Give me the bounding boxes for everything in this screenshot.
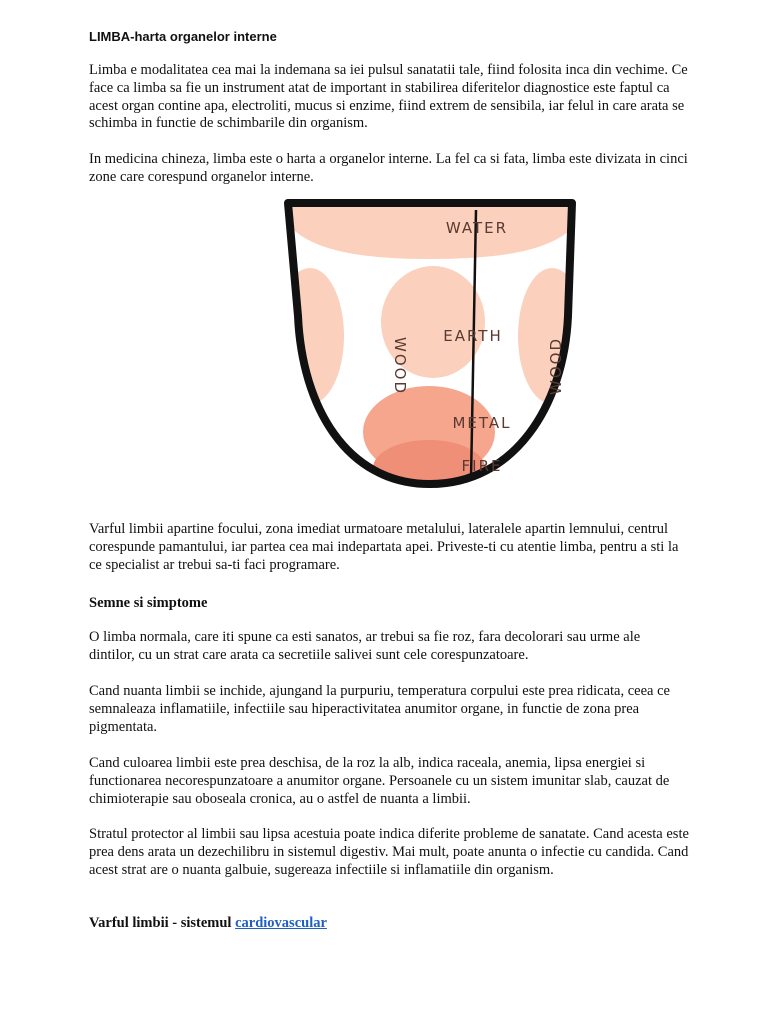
- section-heading: Semne si simptome: [89, 595, 208, 611]
- normal-tongue-paragraph: O limba normala, care iti spune ca esti sanatos, ar trebui sa fie roz, fara decolorari sau urme ale dintilor, cu un strat care arata ca secretiile salivei sunt cele corespunzatoare.: [89, 629, 641, 663]
- chinese-medicine-paragraph: In medicina chineza, limba este o harta a organelor interne. La fel ca si fata, limba este divizata in cinci zone care corespund organelor interne.: [89, 151, 688, 185]
- earth-label: EARTH: [443, 327, 503, 345]
- wood-left-label: WOOD: [391, 337, 409, 395]
- tongue-map-figure: [282, 196, 582, 495]
- water-label: WATER: [445, 219, 509, 237]
- fire-label: FIRE: [461, 457, 503, 475]
- coating-paragraph: Stratul protector al limbii sau lipsa acestuia poate indica diferite probleme de sanatate. Cand acesta este prea dens arata un dezechilibru in sistemul digestiv. Mai mult, poate anunta o infectie cu candida. Cand acest strat are o nuanta galbuie, sugereaza infectiile si inflamatiile din organism.: [89, 826, 689, 878]
- cardiovascular-link[interactable]: cardiovascular: [235, 915, 327, 931]
- intro-paragraph: Limba e modalitatea cea mai la indemana sa iei pulsul sanatatii tale, fiind folosita inca din vechime. Ce face ca limba sa fie un instrument atat de important in stabilirea diferitelor diagnostice este faptul ca acest organ contine apa, electroliti, mucus si enzime, fiind extrem de sensibila, iar felul in care arata se schimba in functie de schimbarile din organism.: [89, 62, 688, 132]
- tongue-map-diagram: [282, 196, 582, 490]
- dark-tongue-paragraph: Cand nuanta limbii se inchide, ajungand la purpuriu, temperatura corpului este prea ridicata, ceea ce semnaleaza inflamatiile, infectiile sau hiperactivitatea anumitor organe, in functie de zona prea pigmentata.: [89, 683, 670, 735]
- pale-tongue-paragraph: Cand culoarea limbii este prea deschisa, de la roz la alb, indica raceala, anemia, lipsa energiei si functionarea necorespunzatoare a anumitor organe. Persoanele cu un sistem imunitar slab, cauzat de chimioterapie sau oboseala cronica, au o astfel de nuanta a limbii.: [89, 755, 670, 807]
- metal-label: METAL: [452, 414, 512, 432]
- tip-heading-text: Varful limbii - sistemul: [89, 915, 236, 931]
- tip-heading: [89, 915, 327, 932]
- document-title: LIMBA-harta organelor interne: [89, 29, 277, 44]
- zones-description-paragraph: Varful limbii apartine focului, zona imediat urmatoare metalului, lateralele apartin lemnului, centrul corespunde pamantului, iar partea cea mai indepartata apei. Priveste-ti cu atentie limba, pentru a sti la ce specialist ar trebui sa-ti faci programare.: [89, 521, 679, 573]
- wood-right-label: WOOD: [547, 337, 565, 395]
